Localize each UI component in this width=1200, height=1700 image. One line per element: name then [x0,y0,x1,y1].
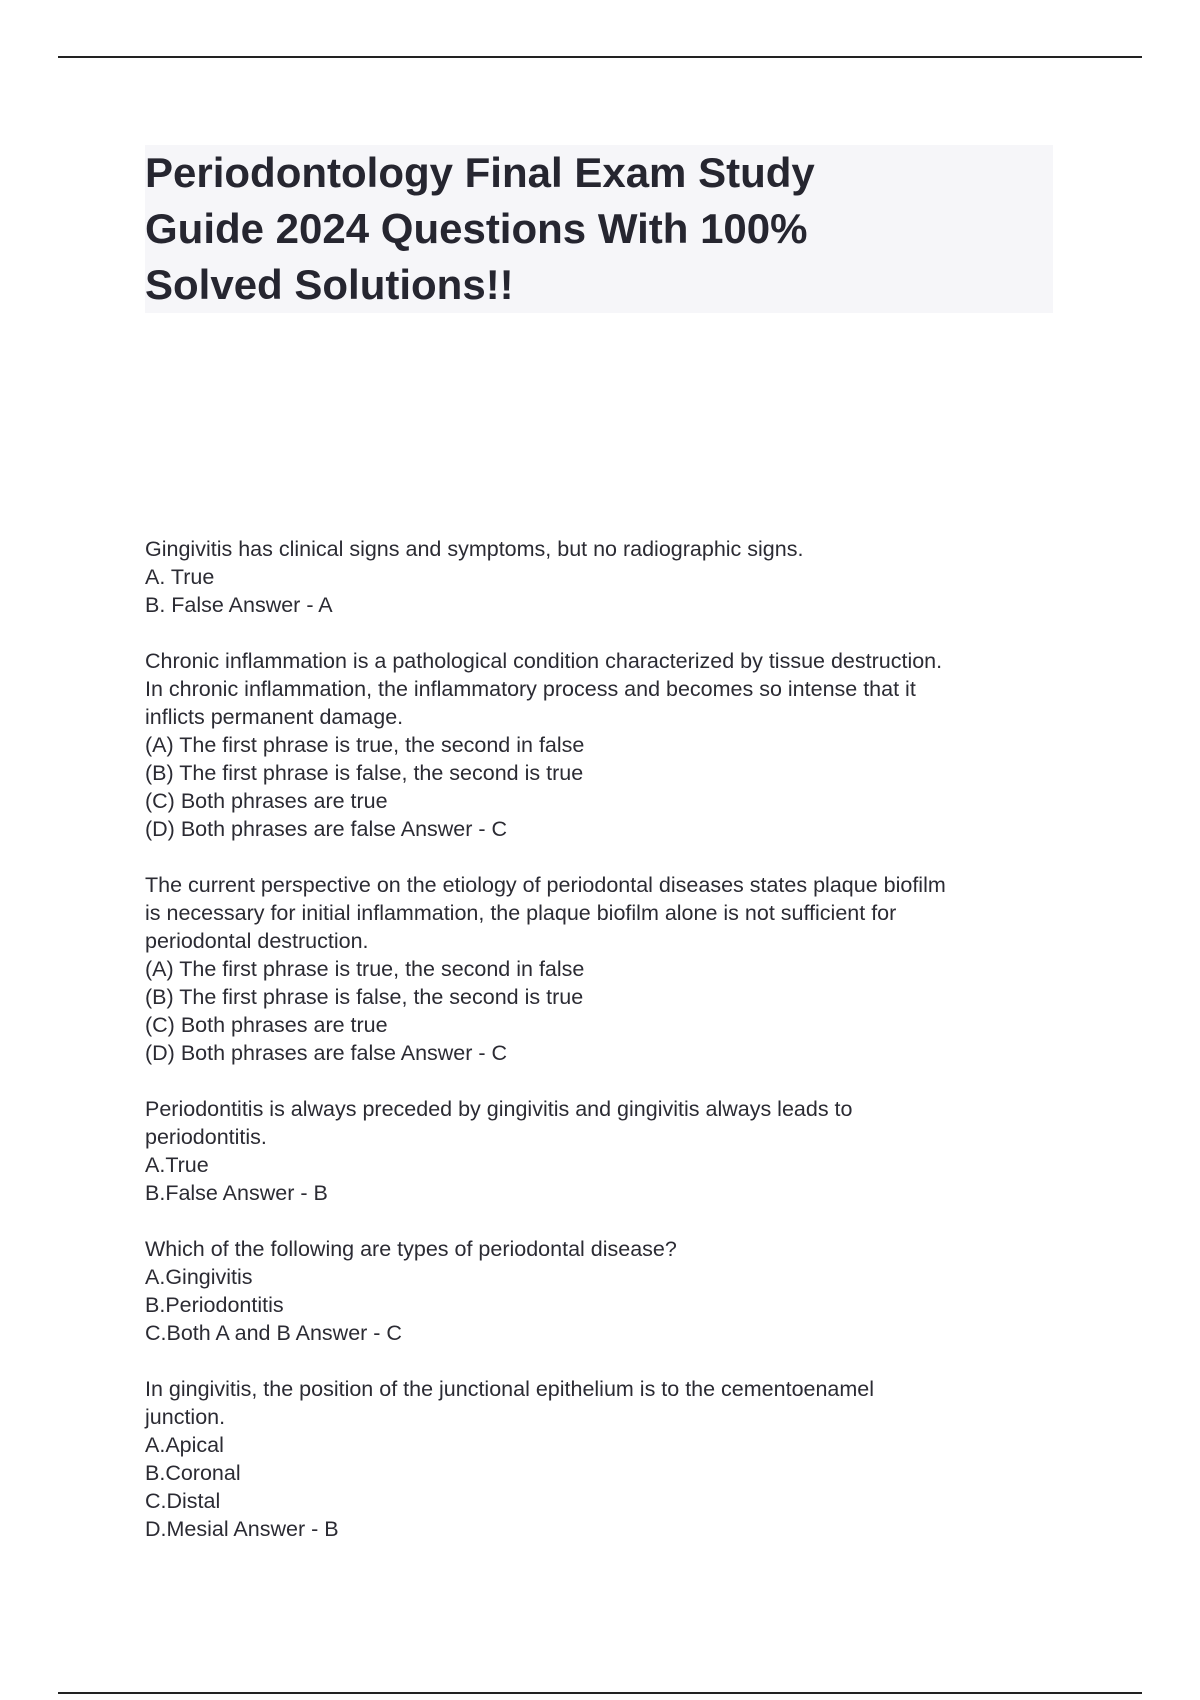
answer-option-line: (B) The first phrase is false, the second is true [145,761,584,785]
answer-option-line: D.Mesial Answer - B [145,1517,339,1541]
question-stem-line: In gingivitis, the position of the junctional epithelium is to the cementoenamel [145,1377,875,1401]
answer-option-line: C.Both A and B Answer - C [145,1321,402,1345]
question-block [145,1235,1065,1347]
answer-option-line: B.False Answer - B [145,1181,328,1205]
answer-option-line: A.True [145,1153,209,1177]
answer-option-line: (A) The first phrase is true, the second in false [145,957,585,981]
title-line: Periodontology Final Exam Study [145,149,815,196]
answer-option-line: A.Gingivitis [145,1265,253,1289]
question-stem-line: Gingivitis has clinical signs and symptoms, but no radiographic signs. [145,537,804,561]
answer-option-line: (B) The first phrase is false, the second is true [145,985,584,1009]
document-title [145,145,1053,313]
footer-rule [58,1692,1142,1694]
question-block [145,535,1065,619]
question-block [145,1375,1065,1543]
question-stem-line: In chronic inflammation, the inflammatory process and becomes so intense that it [145,677,916,701]
title-line: Guide 2024 Questions With 100% [145,205,808,252]
question-stem-line: Chronic inflammation is a pathological condition characterized by tissue destruction. [145,649,943,673]
title-line: Solved Solutions!! [145,261,514,308]
question-list [145,535,1065,1571]
answer-option-line: A.Apical [145,1433,224,1457]
answer-option-line: (D) Both phrases are false Answer - C [145,1041,508,1065]
question-stem-line: Which of the following are types of periodontal disease? [145,1237,677,1261]
answer-option-line: (C) Both phrases are true [145,789,388,813]
answer-option-line: (C) Both phrases are true [145,1013,388,1037]
header-rule [58,56,1142,58]
question-stem-line: The current perspective on the etiology of periodontal diseases states plaque biofilm [145,873,946,897]
question-stem-line: Periodontitis is always preceded by gingivitis and gingivitis always leads to [145,1097,853,1121]
answer-option-line: A. True [145,565,215,589]
question-block [145,647,1065,843]
question-stem-line: inflicts permanent damage. [145,705,404,729]
question-block [145,871,1065,1067]
answer-option-line: (D) Both phrases are false Answer - C [145,817,508,841]
question-stem-line: is necessary for initial inflammation, the plaque biofilm alone is not sufficient for [145,901,897,925]
answer-option-line: (A) The first phrase is true, the second in false [145,733,585,757]
document-title-block [145,145,1053,313]
answer-option-line: B.Periodontitis [145,1293,284,1317]
answer-option-line: B. False Answer - A [145,593,333,617]
question-stem-line: periodontal destruction. [145,929,369,953]
question-block [145,1095,1065,1207]
question-stem-line: junction. [145,1405,226,1429]
answer-option-line: B.Coronal [145,1461,241,1485]
answer-option-line: C.Distal [145,1489,221,1513]
question-stem-line: periodontitis. [145,1125,267,1149]
